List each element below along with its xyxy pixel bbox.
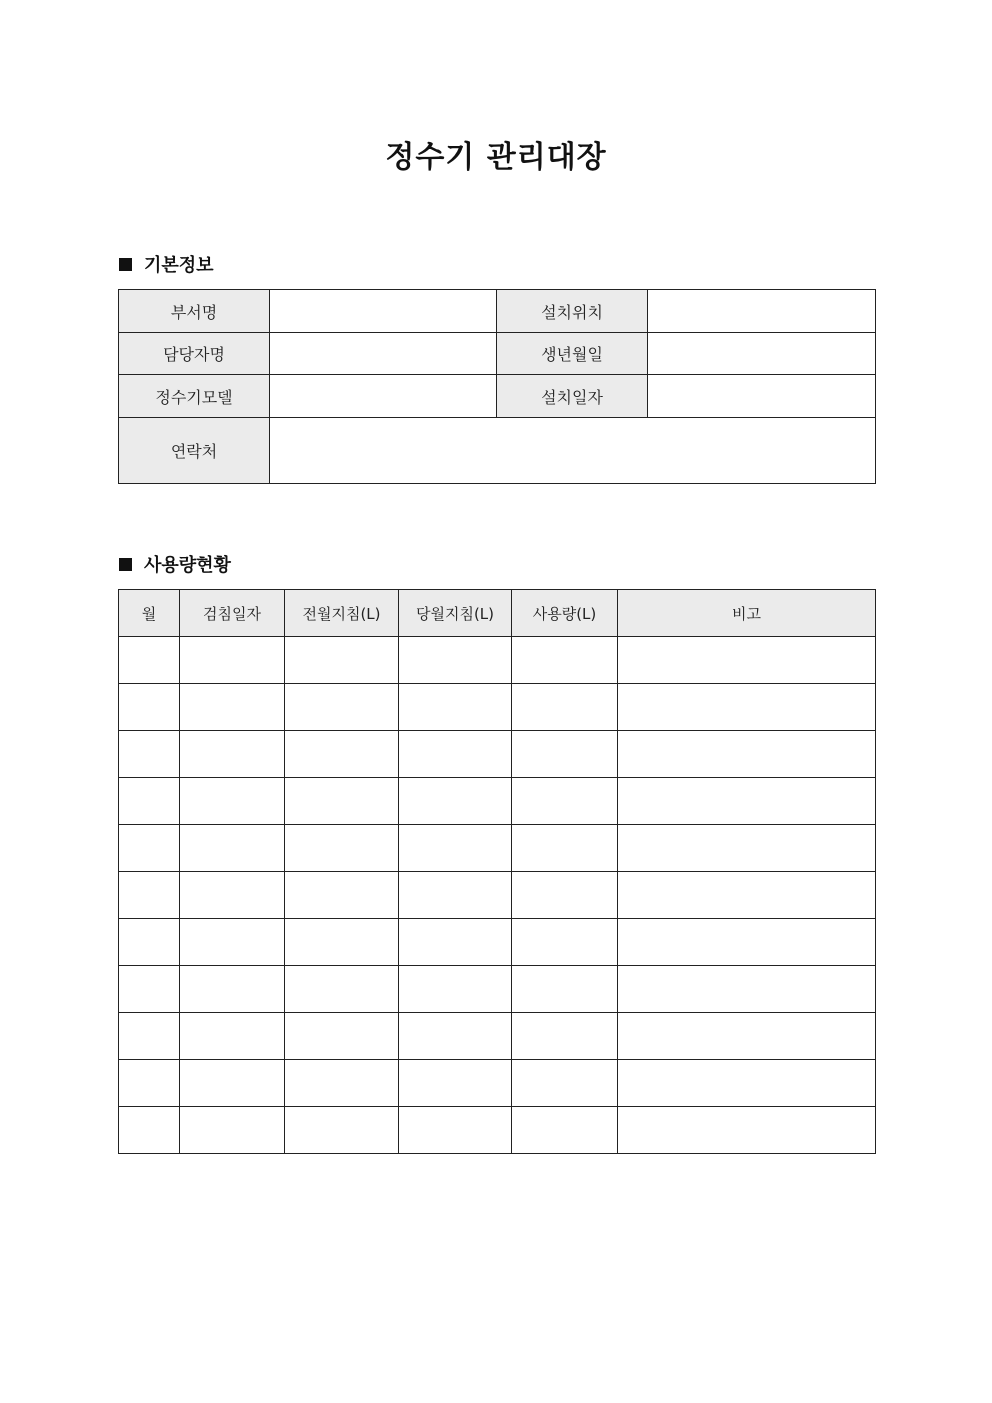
usage-heading [119, 552, 231, 576]
cell-remarks[interactable] [618, 919, 876, 966]
cell-prev-reading[interactable] [285, 966, 399, 1013]
table-row [119, 1107, 876, 1154]
basic-info-heading-text: 기본정보 [144, 255, 214, 276]
basic-info-heading [119, 252, 214, 276]
cell-prev-reading[interactable] [285, 1107, 399, 1154]
manager-field[interactable] [270, 333, 497, 375]
cell-reading-date[interactable] [180, 1060, 285, 1107]
cell-curr-reading[interactable] [399, 1107, 512, 1154]
location-label: 설치위치 [497, 290, 648, 333]
cell-prev-reading[interactable] [285, 1013, 399, 1060]
table-row [119, 1060, 876, 1107]
table-row [119, 919, 876, 966]
table-row [119, 1013, 876, 1060]
cell-curr-reading[interactable] [399, 778, 512, 825]
dept-field[interactable] [270, 290, 497, 333]
cell-prev-reading[interactable] [285, 825, 399, 872]
cell-usage-amount[interactable] [512, 872, 618, 919]
col-header-reading-date: 검침일자 [180, 590, 285, 637]
cell-month[interactable] [119, 919, 180, 966]
cell-reading-date[interactable] [180, 637, 285, 684]
manager-label: 담당자명 [119, 333, 270, 375]
cell-curr-reading[interactable] [399, 825, 512, 872]
cell-prev-reading[interactable] [285, 731, 399, 778]
cell-prev-reading[interactable] [285, 637, 399, 684]
birth-field[interactable] [648, 333, 876, 375]
cell-month[interactable] [119, 966, 180, 1013]
location-field[interactable] [648, 290, 876, 333]
table-row [119, 966, 876, 1013]
cell-remarks[interactable] [618, 1107, 876, 1154]
cell-curr-reading[interactable] [399, 731, 512, 778]
square-bullet-icon [119, 558, 132, 571]
usage-table [118, 589, 876, 1154]
cell-month[interactable] [119, 731, 180, 778]
cell-usage-amount[interactable] [512, 919, 618, 966]
cell-usage-amount[interactable] [512, 637, 618, 684]
cell-usage-amount[interactable] [512, 684, 618, 731]
table-row [119, 778, 876, 825]
col-header-curr-reading: 당월지침(L) [399, 590, 512, 637]
birth-label: 생년월일 [497, 333, 648, 375]
cell-remarks[interactable] [618, 778, 876, 825]
cell-curr-reading[interactable] [399, 1060, 512, 1107]
cell-usage-amount[interactable] [512, 966, 618, 1013]
cell-reading-date[interactable] [180, 1107, 285, 1154]
cell-reading-date[interactable] [180, 684, 285, 731]
cell-curr-reading[interactable] [399, 872, 512, 919]
cell-month[interactable] [119, 1107, 180, 1154]
install-date-label: 설치일자 [497, 375, 648, 418]
contact-label: 연락처 [119, 418, 270, 484]
install-date-field[interactable] [648, 375, 876, 418]
col-header-month: 월 [119, 590, 180, 637]
cell-usage-amount[interactable] [512, 1107, 618, 1154]
col-header-usage-amount: 사용량(L) [512, 590, 618, 637]
cell-month[interactable] [119, 1060, 180, 1107]
table-row [119, 684, 876, 731]
cell-prev-reading[interactable] [285, 1060, 399, 1107]
cell-remarks[interactable] [618, 731, 876, 778]
cell-reading-date[interactable] [180, 919, 285, 966]
model-field[interactable] [270, 375, 497, 418]
cell-usage-amount[interactable] [512, 1013, 618, 1060]
table-row [119, 637, 876, 684]
cell-reading-date[interactable] [180, 778, 285, 825]
cell-prev-reading[interactable] [285, 778, 399, 825]
cell-curr-reading[interactable] [399, 919, 512, 966]
cell-prev-reading[interactable] [285, 684, 399, 731]
usage-header-row [119, 590, 876, 637]
table-row [119, 825, 876, 872]
cell-month[interactable] [119, 872, 180, 919]
cell-prev-reading[interactable] [285, 919, 399, 966]
contact-field[interactable] [270, 418, 876, 484]
cell-month[interactable] [119, 778, 180, 825]
cell-reading-date[interactable] [180, 731, 285, 778]
cell-remarks[interactable] [618, 637, 876, 684]
cell-remarks[interactable] [618, 825, 876, 872]
square-bullet-icon [119, 258, 132, 271]
cell-usage-amount[interactable] [512, 778, 618, 825]
cell-curr-reading[interactable] [399, 966, 512, 1013]
cell-usage-amount[interactable] [512, 1060, 618, 1107]
page-title: 정수기 관리대장 [385, 140, 607, 175]
table-row [119, 872, 876, 919]
cell-month[interactable] [119, 684, 180, 731]
cell-prev-reading[interactable] [285, 872, 399, 919]
cell-remarks[interactable] [618, 684, 876, 731]
cell-remarks[interactable] [618, 966, 876, 1013]
basic-info-table [118, 289, 876, 484]
cell-reading-date[interactable] [180, 825, 285, 872]
cell-reading-date[interactable] [180, 1013, 285, 1060]
cell-reading-date[interactable] [180, 872, 285, 919]
col-header-prev-reading: 전월지침(L) [285, 590, 399, 637]
cell-month[interactable] [119, 637, 180, 684]
cell-month[interactable] [119, 1013, 180, 1060]
col-header-remarks: 비고 [618, 590, 876, 637]
cell-curr-reading[interactable] [399, 684, 512, 731]
cell-remarks[interactable] [618, 1060, 876, 1107]
cell-remarks[interactable] [618, 872, 876, 919]
cell-curr-reading[interactable] [399, 1013, 512, 1060]
model-label: 정수기모델 [119, 375, 270, 418]
cell-remarks[interactable] [618, 1013, 876, 1060]
cell-reading-date[interactable] [180, 966, 285, 1013]
cell-curr-reading[interactable] [399, 637, 512, 684]
table-row [119, 731, 876, 778]
dept-label: 부서명 [119, 290, 270, 333]
cell-month[interactable] [119, 825, 180, 872]
cell-usage-amount[interactable] [512, 825, 618, 872]
usage-heading-text: 사용량현황 [144, 555, 231, 576]
cell-usage-amount[interactable] [512, 731, 618, 778]
